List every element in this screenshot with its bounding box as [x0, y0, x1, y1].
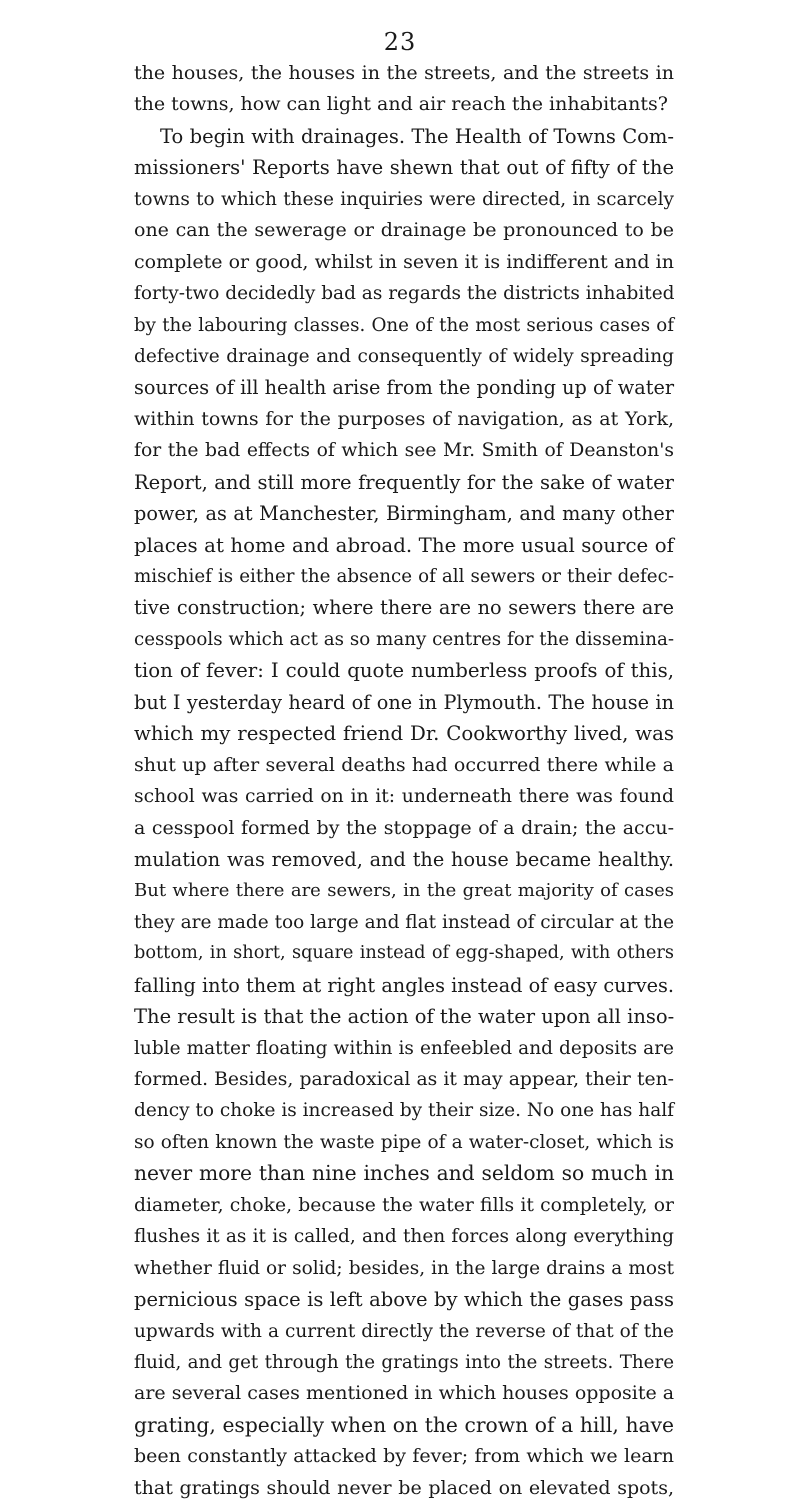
text-line: luble matter floating within is enfeebled and deposits are	[134, 1037, 674, 1059]
text-line: which my respected friend Dr. Cookworthy lived, was	[134, 722, 674, 746]
text-line: so often known the waste pipe of a water-closet, which is	[134, 1131, 674, 1153]
text-line: tive construction; where there are no sewers there are	[134, 596, 674, 620]
text-line: upwards with a current directly the reverse of that of the	[134, 1320, 674, 1342]
text-line: dency to choke is increased by their size. No one has half	[134, 1100, 674, 1122]
text-line: never more than nine inches and seldom so much in	[134, 1161, 674, 1186]
text-line: by the labouring classes. One of the most serious cases of	[134, 314, 674, 336]
text-line: power, as at Manchester, Birmingham, and many other	[134, 502, 674, 526]
text-line: forty-two decidedly bad as regards the districts inhabited	[134, 283, 675, 305]
page-number: 23	[383, 28, 417, 56]
text-line: been constantly attacked by fever; from which we learn	[134, 1445, 674, 1468]
text-line: the towns, how can light and air reach the inhabitants?	[134, 93, 668, 116]
text-line: flushes it as it is called, and then forces along everything	[134, 1226, 674, 1248]
text-line: one can the sewerage or drainage be pronounced to be	[134, 219, 674, 242]
text-line: are several cases mentioned in which houses opposite a	[134, 1382, 675, 1405]
text-line: school was carried on in it: underneath there was found	[134, 786, 674, 808]
text-line: sources of ill health arise from the ponding up of water	[134, 376, 675, 400]
text-line: missioners' Reports have shewn that out of fifty of the	[134, 156, 674, 180]
text-line: but I yesterday heard of one in Plymouth. The house in	[134, 690, 674, 714]
text-line: within towns for the purposes of navigation, as at York,	[134, 407, 674, 430]
text-line: falling into them at right angles instead of easy curves.	[134, 973, 674, 997]
text-line: grating, especially when on the crown of a hill, have	[134, 1412, 674, 1437]
text-line: bottom, in short, square instead of egg-shaped, with others	[134, 943, 674, 964]
text-line: pernicious space is left above by which the gases pass	[134, 1288, 674, 1312]
text-line: for the bad effects of which see Mr. Smith of Deanston's	[134, 440, 674, 462]
text-line: mischief is either the absence of all sewers or their defec-	[134, 566, 674, 587]
text-line: formed. Besides, paradoxical as it may appear, their ten-	[134, 1069, 674, 1090]
text-line: fluid, and get through the gratings into the streets. There	[134, 1351, 674, 1373]
text-line: tion of fever: I could quote numberless proofs of this,	[134, 659, 674, 683]
text-line: diameter, choke, because the water fills it completely, or	[134, 1194, 674, 1216]
text-line: places at home and abroad. The more usual source of	[134, 533, 674, 557]
text-line: The result is that the action of the water upon all inso-	[134, 1005, 675, 1029]
text-line: But where there are sewers, in the great majority of cases	[134, 880, 674, 902]
text-line: cesspools which act as so many centres for the dissemina-	[134, 628, 674, 650]
text-line: mulation was removed, and the house became healthy.	[134, 847, 674, 871]
text-line: that gratings should never be placed on elevated spots,	[134, 1476, 674, 1499]
text-line: they are made too large and flat instead of circular at the	[134, 911, 675, 933]
text-line: shut up after several deaths had occurred there while a	[134, 753, 674, 776]
text-line: complete or good, whilst in seven it is indifferent and in	[134, 250, 674, 273]
text-line: Report, and still more frequently for the sake of water	[134, 470, 674, 494]
text-line: whether fluid or solid; besides, in the large drains a most	[134, 1257, 674, 1279]
text-line: the houses, the houses in the streets, and the streets in	[134, 62, 674, 84]
body-text	[134, 58, 674, 1504]
text-line: defective drainage and consequently of widely spreading	[134, 345, 674, 367]
text-line: To begin with drainages. The Health of Towns Com-	[160, 124, 674, 148]
text-line: towns to which these inquiries were directed, in scarcely	[134, 188, 674, 210]
text-line: a cesspool formed by the stoppage of a drain; the accu-	[134, 816, 674, 839]
